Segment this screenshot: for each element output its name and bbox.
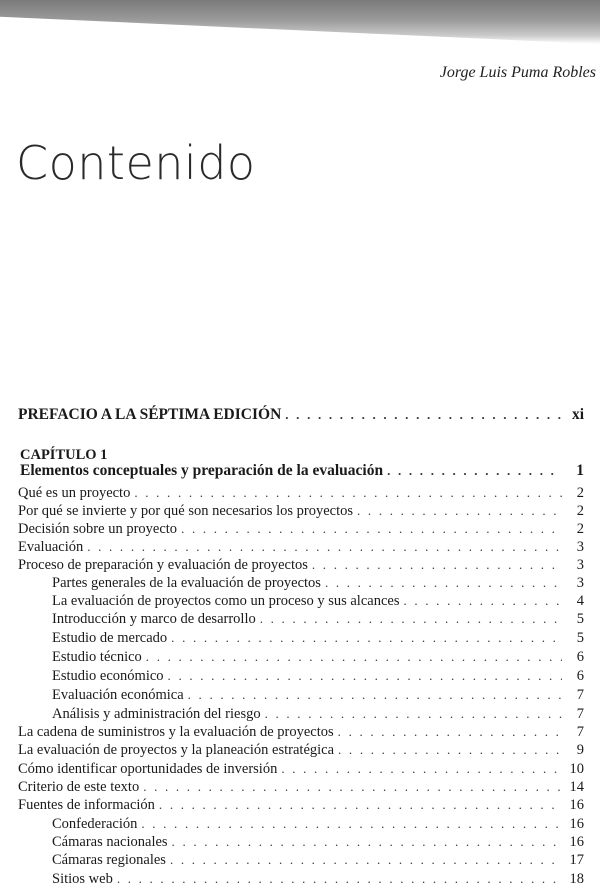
toc-entry [18, 778, 584, 796]
dot-leader [312, 556, 562, 574]
toc-entry-page: 3 [576, 539, 584, 555]
toc-entry-label: Por qué se invierte y por qué son necesarios los proyectos [18, 503, 354, 519]
toc-subentry [52, 667, 584, 685]
toc-subentry [52, 815, 584, 833]
toc-entry-label: Estudio de mercado [52, 630, 168, 646]
toc-preface [18, 406, 584, 424]
toc-entry-label: Qué es un proyecto [18, 485, 131, 501]
toc-entry [18, 760, 584, 778]
toc-entry-page: 3 [576, 575, 584, 591]
toc-entry-label: Estudio económico [52, 668, 164, 684]
dot-leader [134, 484, 562, 502]
toc-entry-page: 7 [576, 687, 584, 703]
toc-subentry [52, 629, 584, 647]
dot-leader [338, 723, 562, 741]
toc-subentry [52, 705, 584, 723]
toc-subentry [52, 610, 584, 628]
dot-leader [285, 406, 562, 424]
toc-subentry [52, 648, 584, 666]
toc-entry-label: Evaluación [18, 539, 84, 555]
dot-leader [181, 520, 562, 538]
author-header: Jorge Luis Puma Robles [439, 64, 596, 81]
toc-entry-page: 6 [576, 649, 584, 665]
toc-subentry [52, 870, 584, 888]
toc-entry-page: xi [571, 406, 584, 423]
toc-entry-label: Elementos conceptuales y preparación de la evaluación [20, 462, 384, 479]
dot-leader [143, 778, 562, 796]
toc-entry-page: 14 [569, 779, 584, 795]
toc-entry [18, 538, 584, 556]
toc-entry-page: 16 [569, 816, 584, 832]
toc-entry-label: Cámaras regionales [52, 852, 166, 868]
dot-leader [87, 538, 562, 556]
toc-entry-page: 2 [576, 503, 584, 519]
toc-entry-label: Introducción y marco de desarrollo [52, 611, 256, 627]
toc-entry-page: 7 [576, 724, 584, 740]
toc-chapter-title [20, 462, 584, 480]
toc-entry-page: 4 [576, 593, 584, 609]
toc-subentry [52, 851, 584, 869]
toc-entry-label: La evaluación de proyectos como un proceso y sus alcances [52, 593, 400, 609]
toc-entry-label: Proceso de preparación y evaluación de proyectos [18, 557, 308, 573]
toc-subentry [52, 574, 584, 592]
chapter-number: CAPÍTULO 1 [20, 447, 108, 463]
dot-leader [146, 648, 562, 666]
toc-entry [18, 520, 584, 538]
toc-subentry [52, 592, 584, 610]
dot-leader [170, 851, 562, 869]
toc-entry [18, 741, 584, 759]
toc-entry-page: 7 [576, 706, 584, 722]
toc-entry-label: Fuentes de información [18, 797, 155, 813]
dot-leader [168, 667, 562, 685]
toc-entry [18, 796, 584, 814]
toc-subentry [52, 686, 584, 704]
toc-entry-page: 3 [576, 557, 584, 573]
scan-shadow-edge [0, 0, 600, 44]
toc-entry-label: PREFACIO A LA SÉPTIMA EDICIÓN [18, 406, 282, 423]
dot-leader [117, 870, 562, 888]
toc-entry-label: Estudio técnico [52, 649, 142, 665]
dot-leader [387, 462, 562, 480]
toc-entry-label: Decisión sobre un proyecto [18, 521, 178, 537]
toc-entry-page: 16 [569, 797, 584, 813]
toc-entry-label: Criterio de este texto [18, 779, 140, 795]
dot-leader [188, 686, 562, 704]
dot-leader [403, 592, 562, 610]
toc-entry-page: 5 [576, 611, 584, 627]
toc-entry [18, 723, 584, 741]
toc-entry-page: 2 [576, 485, 584, 501]
toc-entry-page: 9 [576, 742, 584, 758]
toc-entry-label: Partes generales de la evaluación de proyectos [52, 575, 321, 591]
toc-entry-page: 17 [569, 852, 584, 868]
toc-entry-label: Confederación [52, 816, 138, 832]
dot-leader [338, 741, 562, 759]
toc-entry-page: 18 [569, 871, 584, 887]
toc-entry-page: 16 [569, 834, 584, 850]
toc-entry-label: Cómo identificar oportunidades de inversión [18, 761, 278, 777]
dot-leader [159, 796, 562, 814]
toc-entry [18, 556, 584, 574]
dot-leader [325, 574, 562, 592]
toc-entry-page: 6 [576, 668, 584, 684]
toc-entry-label: La cadena de suministros y la evaluación de proyectos [18, 724, 334, 740]
toc-entry-page: 10 [569, 761, 584, 777]
dot-leader [265, 705, 562, 723]
page-title: Contenido [16, 136, 256, 190]
dot-leader [281, 760, 562, 778]
toc-subentry [52, 833, 584, 851]
dot-leader [141, 815, 562, 833]
toc-entry-label: Sitios web [52, 871, 113, 887]
toc-entry-label: Evaluación económica [52, 687, 184, 703]
toc-entry-page: 5 [576, 630, 584, 646]
toc-entry-page: 2 [576, 521, 584, 537]
toc-entry-label: Cámaras nacionales [52, 834, 168, 850]
toc-entry-label: La evaluación de proyectos y la planeación estratégica [18, 742, 335, 758]
toc-entry-page: 1 [576, 462, 584, 479]
toc-entry [18, 484, 584, 502]
dot-leader [172, 833, 562, 851]
toc-entry-label: Análisis y administración del riesgo [52, 706, 261, 722]
dot-leader [171, 629, 562, 647]
toc-entry [18, 502, 584, 520]
dot-leader [260, 610, 562, 628]
dot-leader [357, 502, 562, 520]
